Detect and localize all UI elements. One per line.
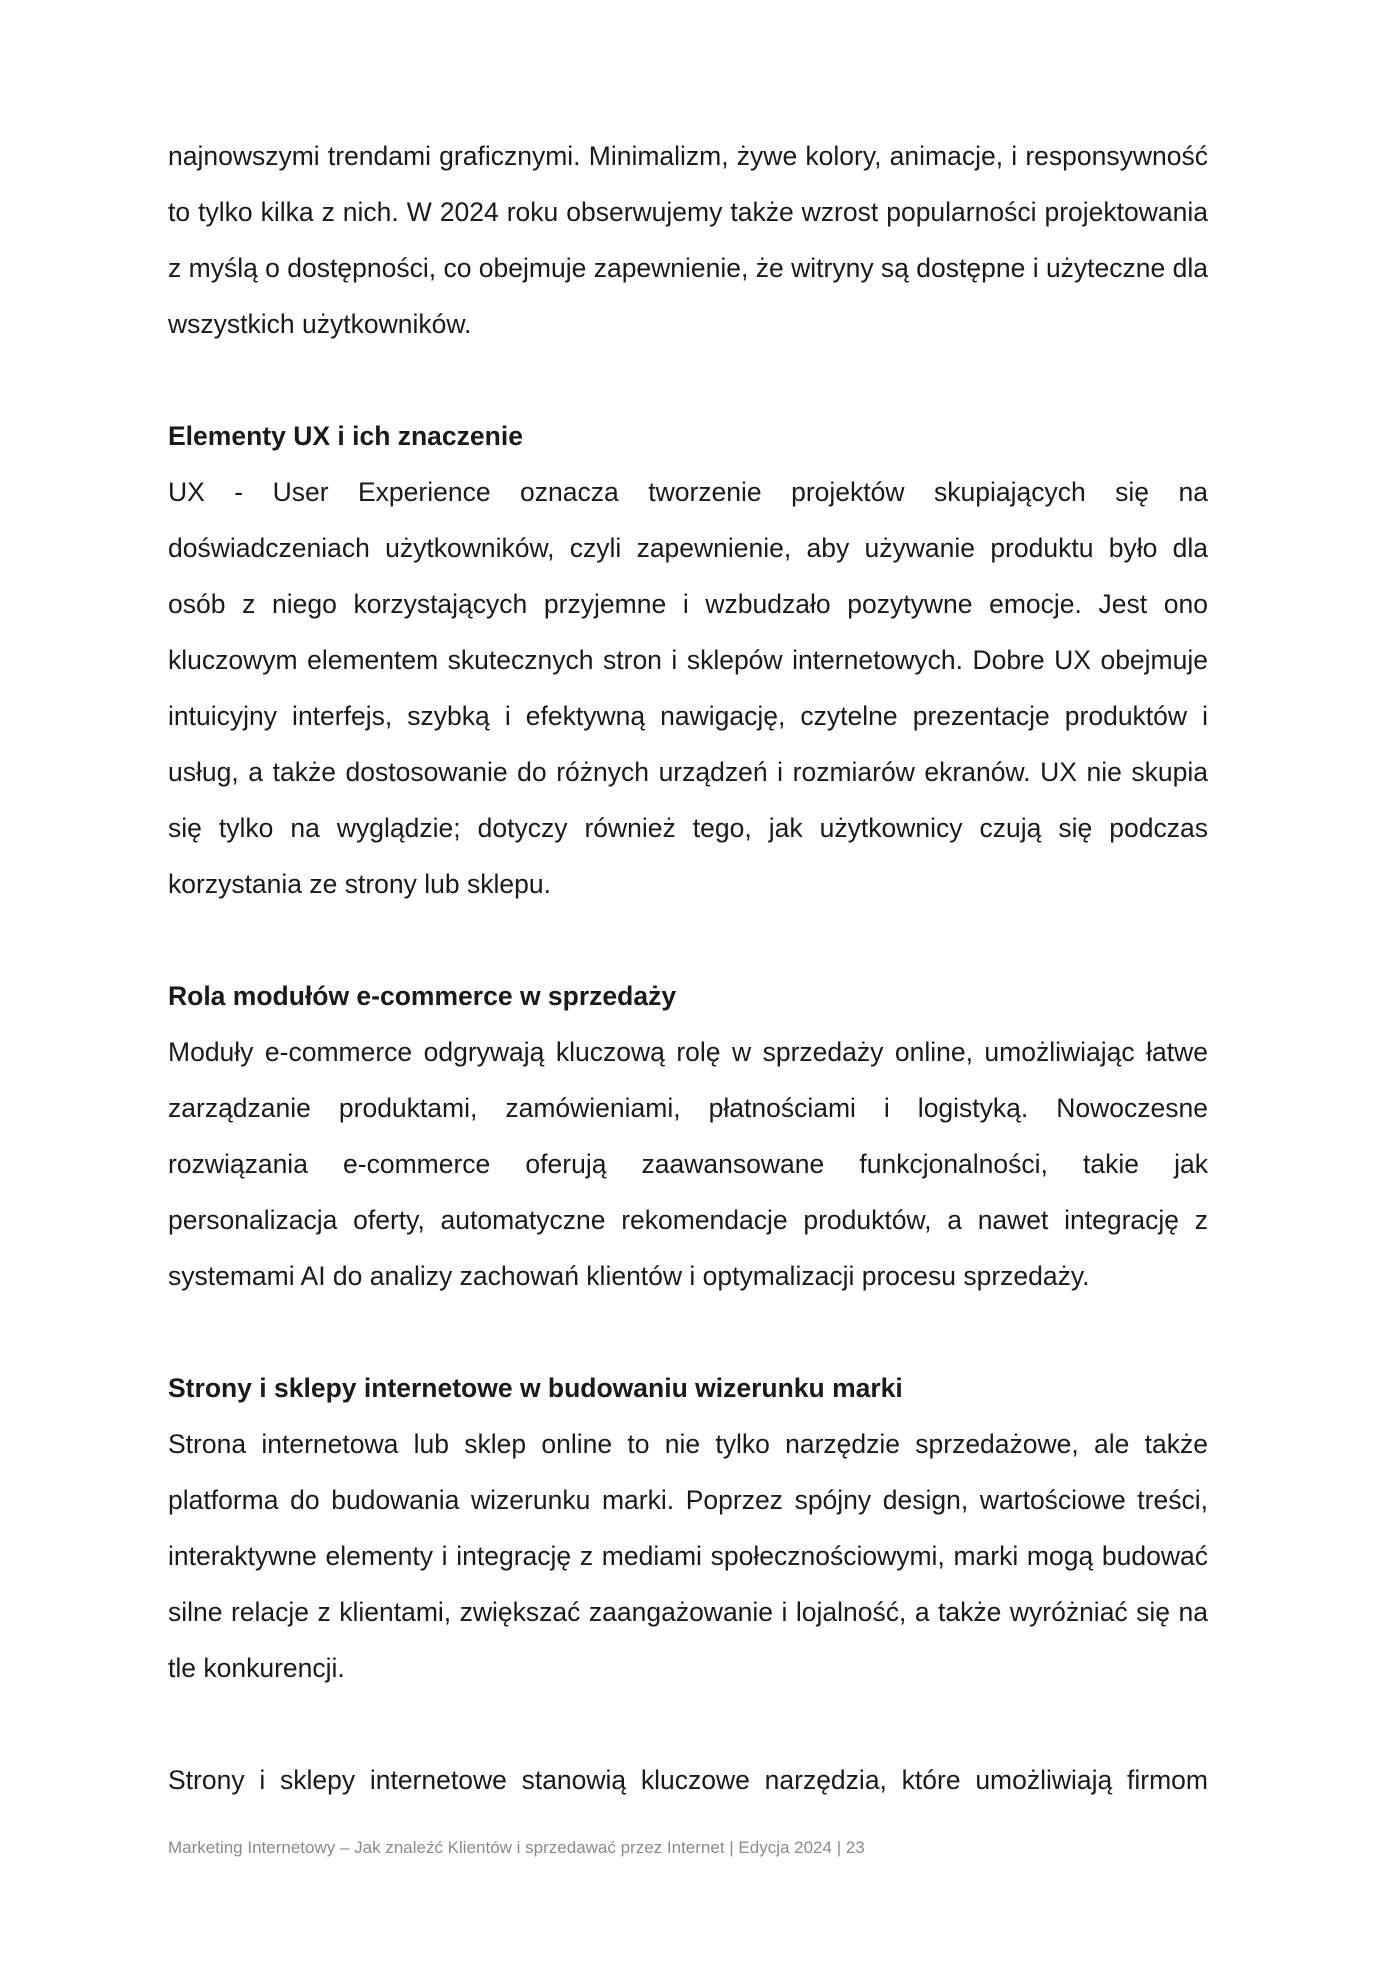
section-ux xyxy=(168,408,1208,912)
section-heading: Rola modułów e-commerce w sprzedaży xyxy=(168,981,677,1011)
section-paragraph: Strona internetowa lub sklep online to nie tylko narzędzie sprzedażowe, ale także platforma do budowania wizerunku marki. Poprzez spójny design, wartościowe treści, interaktywne elementy i integrację z mediami społecznościowymi, marki mogą budować silne relacje z klientami, zwiększać zaangażowanie i lojalność, a także wyróżniać się na tle konkurencji. xyxy=(168,1429,1208,1683)
page-footer: Marketing Internetowy – Jak znaleźć Klientów i sprzedawać przez Internet | Edycja 2024 | 23 xyxy=(168,1838,865,1857)
section-heading: Strony i sklepy internetowe w budowaniu wizerunku marki xyxy=(168,1373,903,1403)
section-heading: Elementy UX i ich znaczenie xyxy=(168,421,523,451)
section-paragraph: Moduły e-commerce odgrywają kluczową rolę w sprzedaży online, umożliwiając łatwe zarządzanie produktami, zamówieniami, płatnościami i logistyką. Nowoczesne rozwiązania e-commerce oferują zaawansowane funkcjonalności, takie jak personalizacja oferty, automatyczne rekomendacje produktów, a nawet integrację z systemami AI do analizy zachowań klientów i optymalizacji procesu sprzedaży. xyxy=(168,1037,1208,1291)
section-closing xyxy=(168,1752,1208,1808)
section-paragraph: UX - User Experience oznacza tworzenie projektów skupiających się na doświadczeniach użytkowników, czyli zapewnienie, aby używanie produktu było dla osób z niego korzystających przyjemne i wzbudzało pozytywne emocje. Jest ono kluczowym elementem skutecznych stron i sklepów internetowych. Dobre UX obejmuje intuicyjny interfejs, szybką i efektywną nawigację, czytelne prezentacje produktów i usług, a także dostosowanie do różnych urządzeń i rozmiarów ekranów. UX nie skupia się tylko na wyglądzie; dotyczy również tego, jak użytkownicy czują się podczas korzystania ze strony lub sklepu. xyxy=(168,477,1208,899)
intro-paragraph: najnowszymi trendami graficznymi. Minimalizm, żywe kolory, animacje, i responsywność to tylko kilka z nich. W 2024 roku obserwujemy także wzrost popularności projektowania z myślą o dostępności, co obejmuje zapewnienie, że witryny są dostępne i użyteczne dla wszystkich użytkowników. xyxy=(168,141,1208,339)
section-ecommerce xyxy=(168,968,1208,1304)
closing-paragraph: Strony i sklepy internetowe stanowią kluczowe narzędzia, które umożliwiają firmom xyxy=(168,1765,1208,1795)
page-body xyxy=(168,128,1208,1808)
section-brand xyxy=(168,1360,1208,1696)
